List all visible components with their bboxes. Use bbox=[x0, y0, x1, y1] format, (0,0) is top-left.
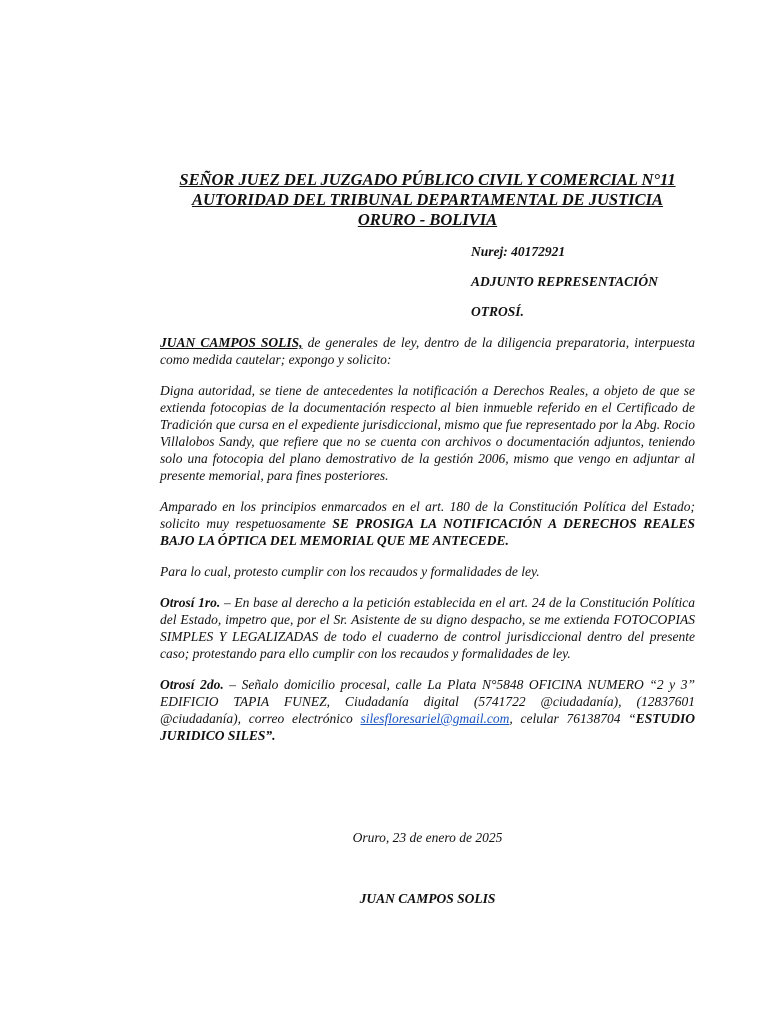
firm-name: ESTUDIO JURIDICO SILES”. bbox=[160, 711, 695, 743]
case-references bbox=[471, 243, 658, 333]
otrosi-2-text: – Señalo domicilio procesal, calle La Plata N°5848 OFICINA NUMERO “2 y 3” EDIFICIO TAPIA FUNEZ, Ciudadanía digital (5741722 @ciudadanía), (12837601 @ciudadanía), correo electrónico bbox=[160, 677, 695, 726]
paragraph-otrosi-1 bbox=[160, 594, 695, 662]
document-date: Oruro, 23 de enero de 2025 bbox=[352, 830, 503, 845]
header-line-1: SEÑOR JUEZ DEL JUZGADO PÚBLICO CIVIL Y COMERCIAL N°11 bbox=[179, 170, 676, 189]
signature-name: JUAN CAMPOS SOLIS bbox=[359, 891, 496, 906]
otrosi-line: OTROSÍ. bbox=[471, 304, 524, 319]
otrosi-2-text-2: , celular 76138704 “ bbox=[509, 711, 636, 726]
otrosi-1-label: Otrosí 1ro. bbox=[160, 595, 221, 610]
header-line-3: ORURO - BOLIVIA bbox=[357, 210, 498, 229]
paragraph-intro bbox=[160, 334, 695, 368]
document-header bbox=[150, 170, 705, 230]
subject-line: ADJUNTO REPRESENTACIÓN bbox=[471, 274, 658, 289]
otrosi-2-label: Otrosí 2do. bbox=[160, 677, 224, 692]
intro-text: de generales de ley, dentro de la diligencia preparatoria, interpuesta como medida cautelar; expongo y solicito: bbox=[160, 335, 695, 367]
petitioner-name: JUAN CAMPOS SOLIS, bbox=[160, 335, 303, 350]
email-link[interactable]: silesfloresariel@gmail.com bbox=[360, 711, 510, 726]
nurej-number: Nurej: 40172921 bbox=[471, 244, 566, 259]
paragraph-request bbox=[160, 498, 695, 549]
paragraph-protest: Para lo cual, protesto cumplir con los recaudos y formalidades de ley. bbox=[160, 564, 540, 579]
header-line-2: AUTORIDAD DEL TRIBUNAL DEPARTAMENTAL DE JUSTICIA bbox=[191, 190, 664, 209]
request-text: Amparado en los principios enmarcados en el art. 180 de la Constitución Política del Estado; solicito muy respetuosamente bbox=[160, 499, 695, 531]
document-body bbox=[160, 334, 695, 758]
request-bold: SE PROSIGA LA NOTIFICACIÓN A DERECHOS REALES BAJO LA ÓPTICA DEL MEMORIAL QUE ME ANTECEDE. bbox=[160, 516, 695, 548]
otrosi-1-text: – En base al derecho a la petición establecida en el art. 24 de la Constitución Política del Estado, impetro que, por el Sr. Asistente de su digno despacho, se me extienda FOTOCOPIAS SIMPLES Y LEGALIZADAS de todo el cuaderno de control jurisdiccional dentro del presente caso; protestando para ello cumplir con los recaudos y formalidades de ley. bbox=[160, 595, 695, 661]
paragraph-background: Digna autoridad, se tiene de antecedentes la notificación a Derechos Reales, a objeto de que se extienda fotocopias de la documentación respecto al bien inmueble referido en el Certificado de Tradición que cursa en el expediente jurisdiccional, mismo que fue representado por la Abg. Rocio Villalobos Sandy, que refiere que no se cuenta con archivos o documentación adjuntos, teniendo solo una fotocopia del plano demostrativo de la gestión 2006, mismo que vengo en adjuntar al presente memorial, para fines posteriores. bbox=[160, 383, 695, 483]
paragraph-otrosi-2 bbox=[160, 676, 695, 744]
